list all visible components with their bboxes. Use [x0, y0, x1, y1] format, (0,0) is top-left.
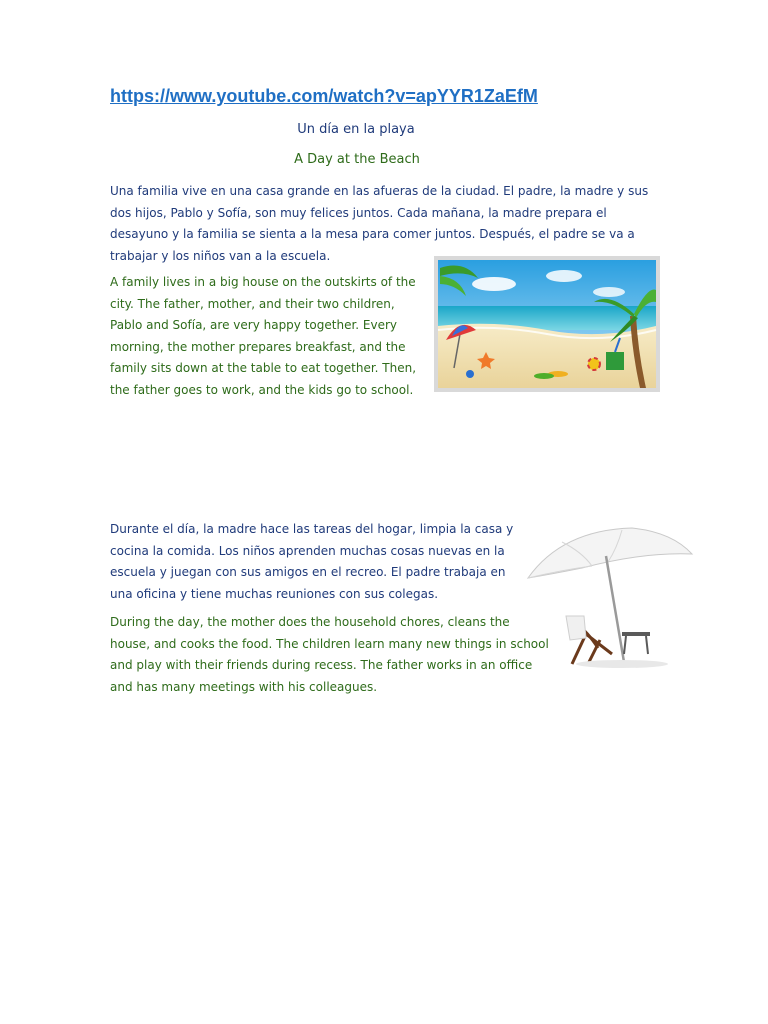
beach-image	[434, 256, 660, 392]
youtube-link[interactable]: https://www.youtube.com/watch?v=apYYR1ZaEfM	[110, 86, 538, 106]
title-english: A Day at the Beach	[294, 152, 420, 167]
paragraph-spanish-1: Una familia vive en una casa grande en las afueras de la ciudad. El padre, la madre y sus dos hijos, Pablo y Sofía, son muy felices juntos. Cada mañana, la madre prepara el desayuno y la familia se sienta a la mesa para comer juntos. Después, el padre se va a trabajar y los niños van a la escuela.	[110, 184, 649, 263]
paragraph-english-1: A family lives in a big house on the outskirts of the city. The father, mother, and their two children, Pablo and Sofía, are very happy together. Every morning, the mother prepares breakfast, and the family sits down at the table to eat together. Then, the father goes to work, and the kids go to school.	[110, 275, 417, 397]
umbrella-image	[522, 522, 702, 672]
paragraph-english-2: During the day, the mother does the household chores, cleans the house, and cooks the food. The children learn many new things in school and play with their friends during recess. The father works in an office and has many meetings with his colleagues.	[110, 615, 549, 694]
title-spanish: Un día en la playa	[297, 122, 415, 137]
paragraph-spanish-2: Durante el día, la madre hace las tareas del hogar, limpia la casa y cocina la comida. Los niños aprenden muchas cosas nuevas en la escuela y juegan con sus amigos en el recreo. El padre trabaja en una oficina y tiene muchas reuniones con sus colegas.	[110, 522, 514, 601]
